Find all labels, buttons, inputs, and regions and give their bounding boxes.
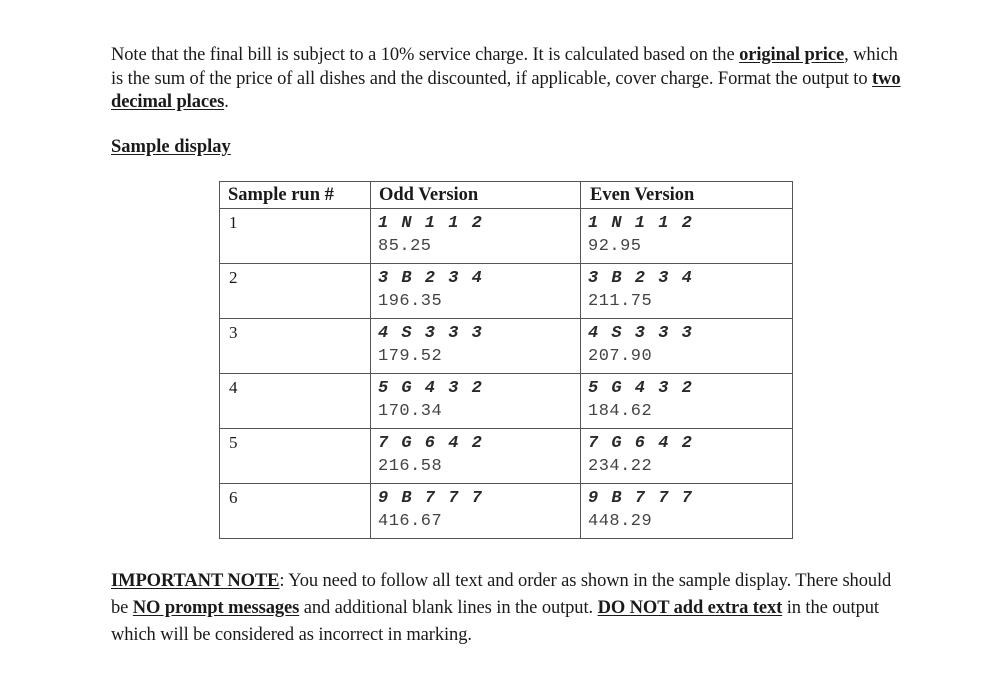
table-row	[220, 319, 793, 374]
important-text-3: in the output which will be considered as incorrect in marking.	[111, 598, 879, 645]
sample-display-table	[219, 181, 793, 539]
table-row	[220, 264, 793, 319]
even-output: 207.90	[588, 347, 653, 366]
original-price-emphasis: original price	[739, 45, 845, 65]
even-version-cell	[581, 429, 792, 478]
odd-output: 196.35	[378, 292, 443, 311]
do-not-add-extra-text-emphasis: DO NOT add extra text	[597, 598, 783, 618]
important-note-label: IMPORTANT NOTE	[111, 571, 280, 591]
run-number: 2	[229, 268, 238, 287]
odd-version-cell	[371, 374, 580, 423]
odd-input: 3 B 2 3 4	[378, 269, 484, 288]
even-version-cell	[581, 209, 792, 258]
even-version-cell	[581, 319, 792, 368]
even-version-cell	[581, 374, 792, 423]
run-number: 4	[229, 378, 238, 397]
header-even-version: Even Version	[581, 182, 793, 209]
even-input: 4 S 3 3 3	[588, 324, 694, 343]
odd-output: 216.58	[378, 457, 443, 476]
intro-text-3: .	[224, 92, 229, 112]
header-sample-run: Sample run #	[220, 182, 371, 209]
odd-version-cell	[371, 319, 580, 368]
odd-output: 170.34	[378, 402, 443, 421]
odd-input: 1 N 1 1 2	[378, 214, 484, 233]
odd-output: 179.52	[378, 347, 443, 366]
important-text-2: and additional blank lines in the output.	[299, 598, 598, 618]
odd-input: 4 S 3 3 3	[378, 324, 484, 343]
odd-input: 9 B 7 7 7	[378, 489, 484, 508]
run-number: 6	[229, 488, 238, 507]
run-number: 1	[229, 213, 238, 232]
table-row	[220, 484, 793, 539]
run-number: 3	[229, 323, 238, 342]
table-row	[220, 429, 793, 484]
even-output: 184.62	[588, 402, 653, 421]
odd-version-cell	[371, 429, 580, 478]
even-output: 234.22	[588, 457, 653, 476]
odd-version-cell	[371, 209, 580, 258]
important-text-1: : You need to follow all text and order as shown in the sample display. There should be	[111, 571, 892, 618]
no-prompt-messages-emphasis: NO prompt messages	[132, 598, 300, 618]
even-input: 3 B 2 3 4	[588, 269, 694, 288]
even-input: 5 G 4 3 2	[588, 379, 694, 398]
sample-display-heading: Sample display	[111, 137, 231, 157]
important-note-paragraph	[111, 568, 901, 649]
even-input: 9 B 7 7 7	[588, 489, 694, 508]
even-output: 92.95	[588, 237, 642, 256]
intro-text-1: Note that the final bill is subject to a 10% service charge. It is calculated based on the	[111, 45, 740, 65]
odd-input: 7 G 6 4 2	[378, 434, 484, 453]
even-input: 1 N 1 1 2	[588, 214, 694, 233]
table-header-row	[220, 182, 793, 209]
even-version-cell	[581, 484, 792, 533]
table-row	[220, 209, 793, 264]
table-row	[220, 374, 793, 429]
even-input: 7 G 6 4 2	[588, 434, 694, 453]
intro-text-2: , which is the sum of the price of all dishes and the discounted, if applicable, cover charge. Format the output to	[111, 45, 898, 89]
run-number: 5	[229, 433, 238, 452]
even-output: 448.29	[588, 512, 653, 531]
odd-input: 5 G 4 3 2	[378, 379, 484, 398]
odd-version-cell	[371, 264, 580, 313]
intro-paragraph	[111, 44, 901, 115]
even-output: 211.75	[588, 292, 653, 311]
odd-version-cell	[371, 484, 580, 533]
two-decimal-places-emphasis: two decimal places	[111, 68, 901, 112]
header-odd-version: Odd Version	[371, 182, 581, 209]
even-version-cell	[581, 264, 792, 313]
odd-output: 85.25	[378, 237, 432, 256]
odd-output: 416.67	[378, 512, 443, 531]
